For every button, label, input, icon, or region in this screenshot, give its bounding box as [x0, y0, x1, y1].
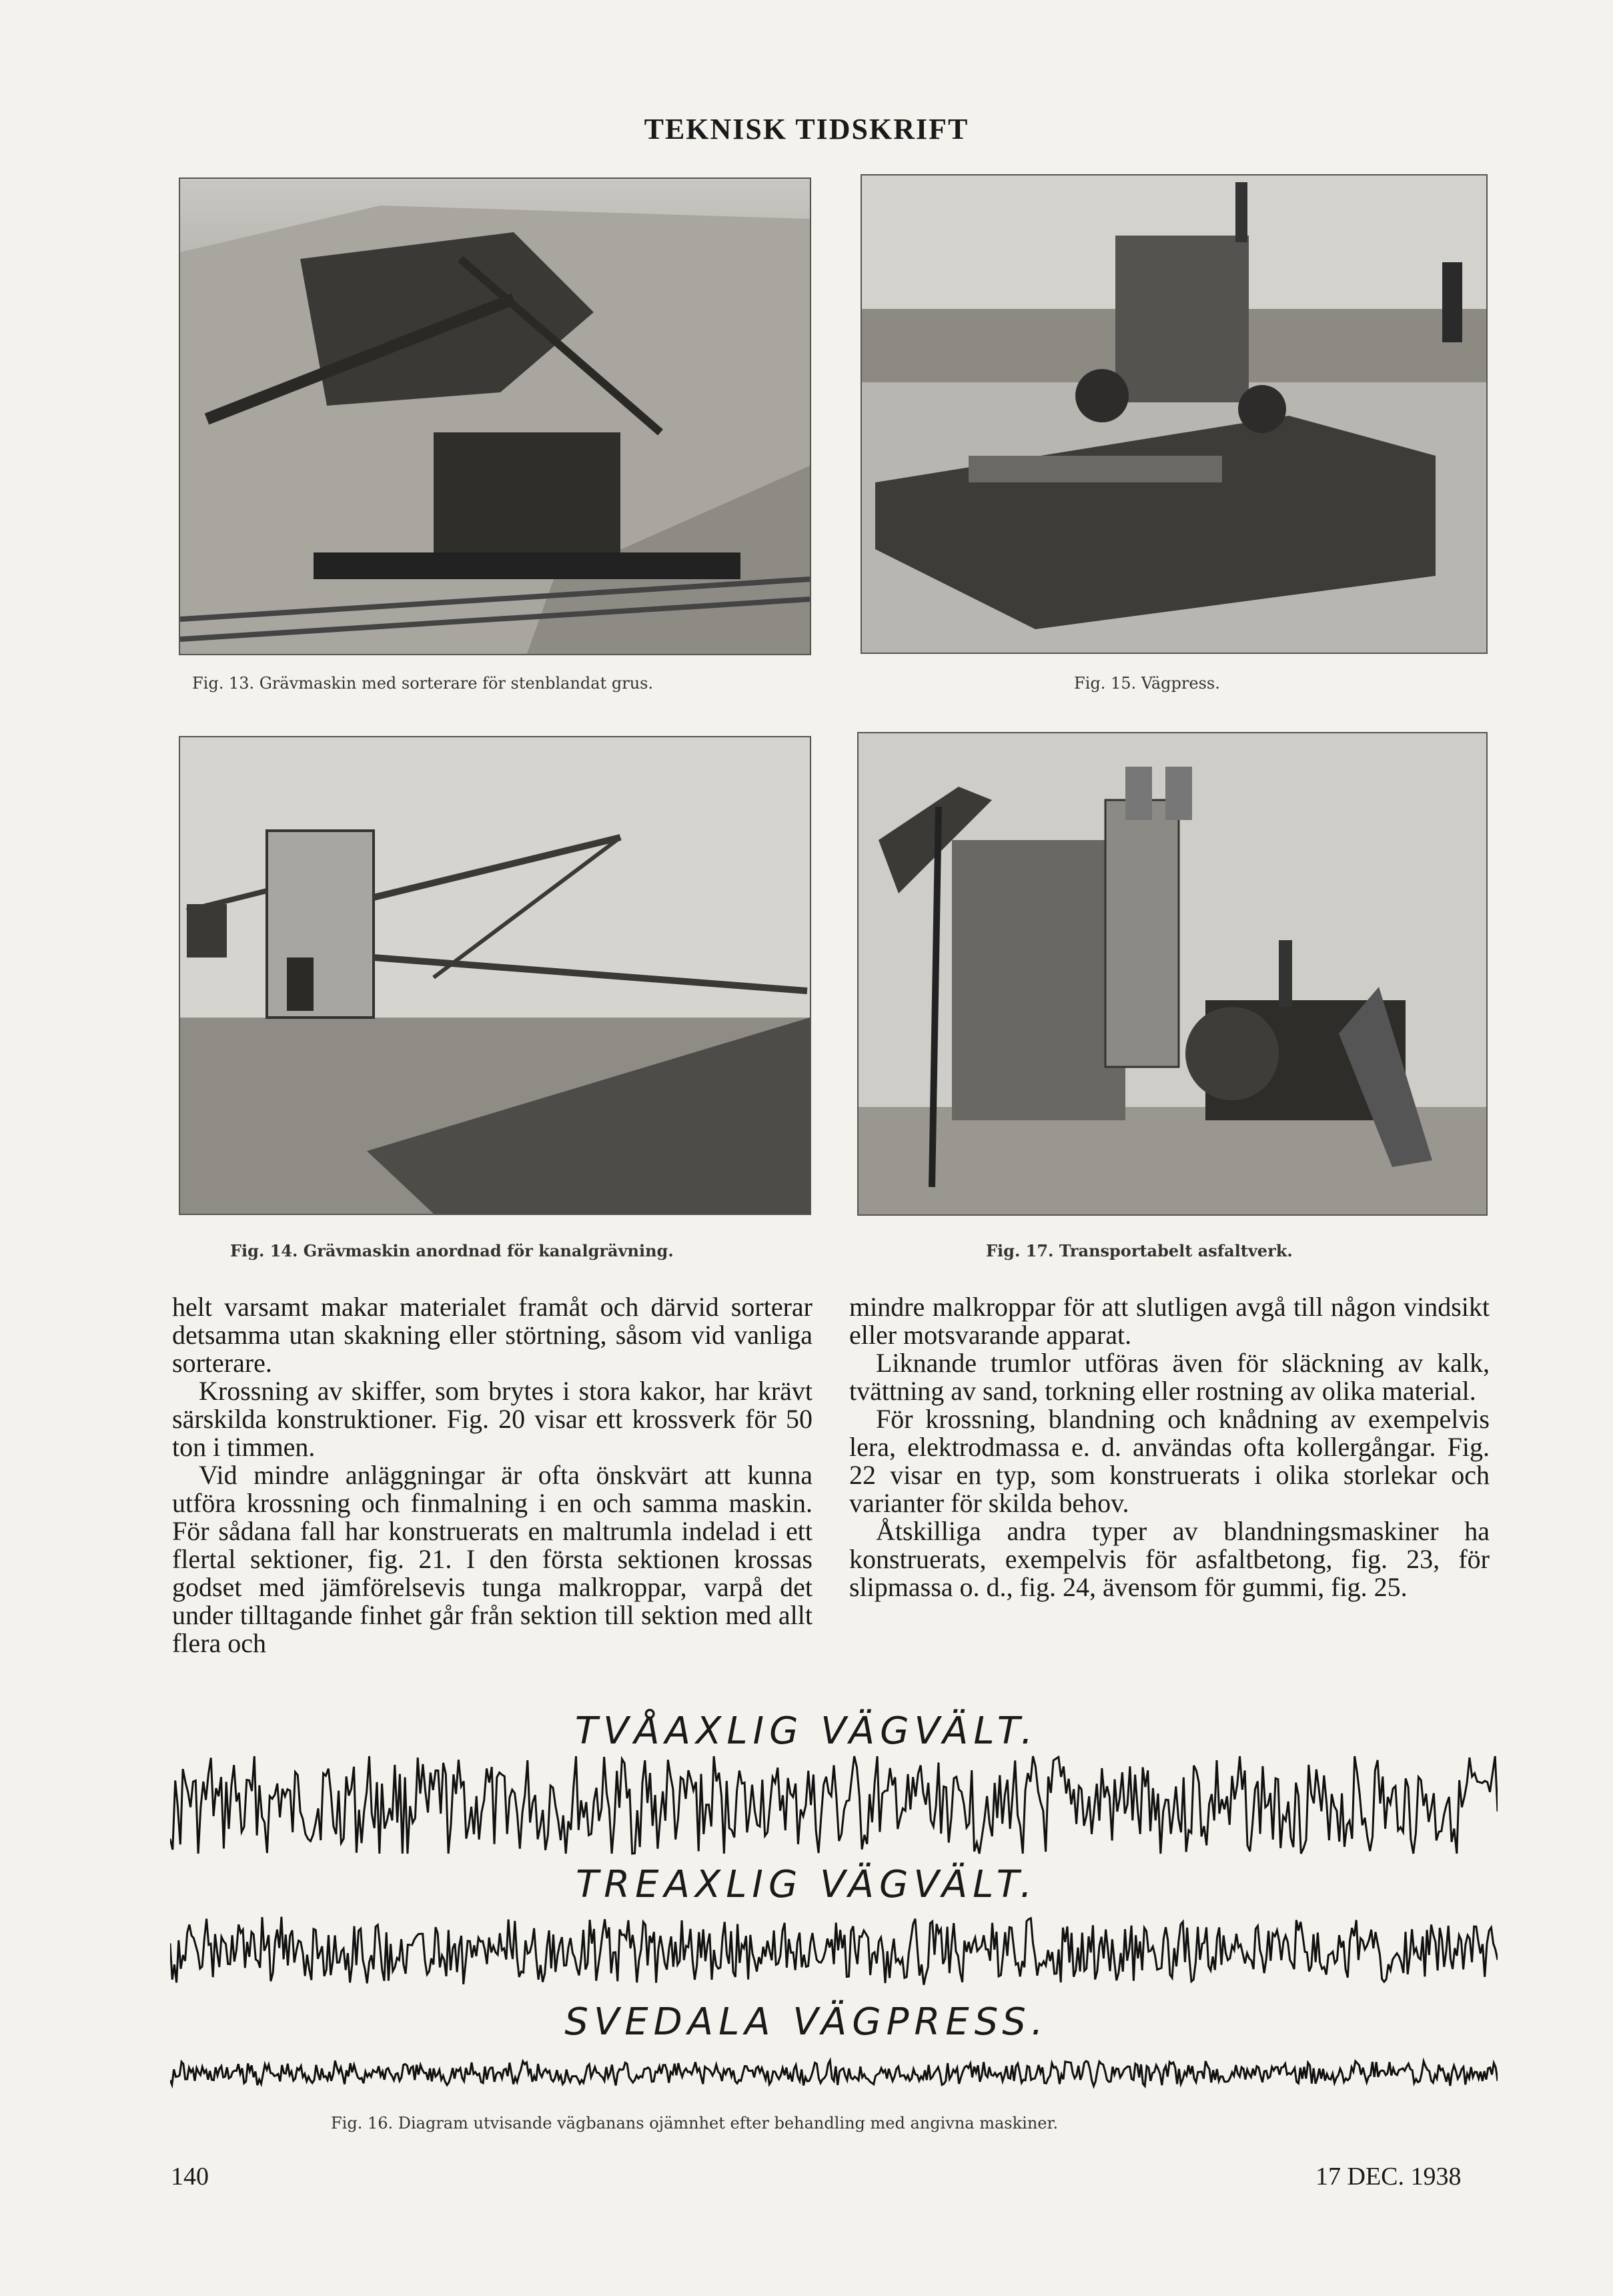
photo-fig13-excavator	[179, 177, 811, 655]
paragraph: Åtskilliga andra typer av blandningsmaskiner ha konstruerats, exempelvis för asfaltbetong, fig. 23, för slipmassa o. d., fig. 24, ävensom för gummi, fig. 25.	[849, 1516, 1490, 1602]
photo-fig14-canal-excavator	[179, 736, 811, 1215]
photo-fig15-road-press	[861, 174, 1488, 654]
caption-fig14: Fig. 14. Grävmaskin anordnad för kanalgrävning.	[230, 1241, 674, 1260]
paragraph: helt varsamt makar materialet framåt och därvid sorterar detsamma utan skakning eller störtning, såsom vid vanliga sorterare.	[172, 1292, 813, 1378]
paragraph: Vid mindre anläggningar är ofta önskvärt att kunna utföra krossning och finmalning i en och samma maskin. För sådana fall har konstruerats en maltrumla indelad i ett flertal sektioner, fig. 21. I den första sektionen krossas godset med jämförelsevis tunga malkroppar, varpå det under tilltagande finhet går från sektion till sektion med allt flera och	[172, 1460, 813, 1658]
diagram-label-two-axle: TVÅAXLIG VÄGVÄLT.	[574, 1709, 1039, 1753]
diagram-label-svedala-press: SVEDALA VÄGPRESS.	[564, 2000, 1049, 2044]
page-number: 140	[171, 2163, 209, 2191]
paragraph: Liknande trumlor utföras även för släckning av kalk, tvättning av sand, torkning eller rostning av olika material.	[849, 1348, 1490, 1406]
caption-fig16: Fig. 16. Diagram utvisande vägbanans ojämnhet efter behandling med angivna maskiner.	[331, 2114, 1058, 2133]
trace-three-axle-roller	[170, 1914, 1498, 1987]
issue-date: 17 DEC. 1938	[1315, 2163, 1462, 2191]
text-column-left	[172, 1293, 813, 1657]
paragraph: För krossning, blandning och knådning av exempelvis lera, elektrodmassa e. d. användas ofta kollergångar. Fig. 22 visar en typ, som konstruerats i olika storlekar och varianter för skilda behov.	[849, 1404, 1490, 1518]
journal-title: TEKNISK TIDSKRIFT	[644, 113, 969, 145]
paragraph: mindre malkroppar för att slutligen avgå till någon vindsikt eller motsvarande apparat.	[849, 1292, 1490, 1350]
paragraph: Krossning av skiffer, som brytes i stora kakor, har krävt särskilda konstruktioner. Fig. 20 visar ett krossverk för 50 ton i timmen.	[172, 1376, 813, 1462]
photo-fig17-asphalt-plant	[857, 732, 1488, 1216]
caption-fig13: Fig. 13. Grävmaskin med sorterare för stenblandat grus.	[192, 674, 654, 693]
trace-two-axle-roller	[170, 1755, 1498, 1855]
trace-svedala-press	[170, 2056, 1498, 2090]
caption-fig17: Fig. 17. Transportabelt asfaltverk.	[986, 1241, 1293, 1260]
text-column-right	[849, 1293, 1490, 1601]
diagram-label-three-axle: TREAXLIG VÄGVÄLT.	[576, 1863, 1037, 1906]
caption-fig15: Fig. 15. Vägpress.	[1074, 674, 1220, 693]
